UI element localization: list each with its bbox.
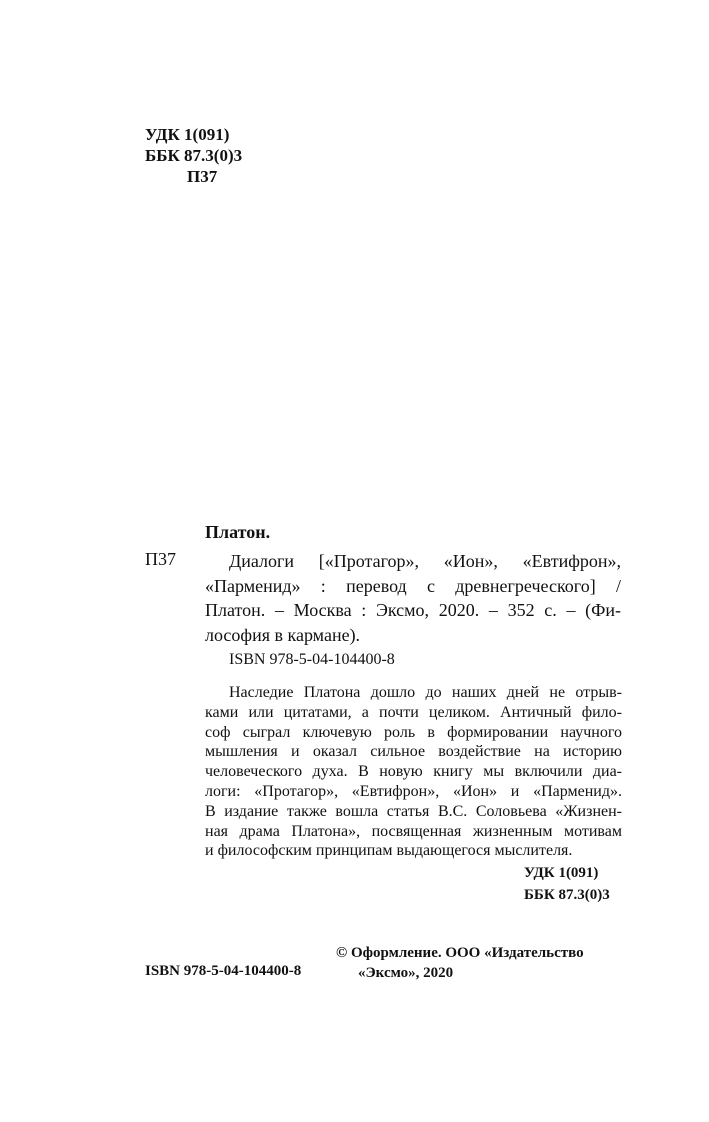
record-isbn: ISBN 978-5-04-104400-8 bbox=[229, 651, 395, 668]
bbk-code: ББК 87.3(0)3 bbox=[145, 146, 243, 165]
description-line: Диалоги [«Протагор», «Ион», «Евтифрон», bbox=[229, 551, 621, 571]
udk-code-bottom: УДК 1(091) bbox=[524, 865, 599, 881]
annotation-line: соф сыграл ключевую роль в формировании научного bbox=[205, 723, 622, 741]
annotation-line: ная драма Платона», посвященная жизненным мотивам bbox=[205, 822, 622, 840]
classification-top bbox=[145, 124, 242, 187]
annotation-line: Наследие Платона дошло до наших дней не отрыв- bbox=[229, 684, 622, 701]
udk-code: УДК 1(091) bbox=[145, 125, 230, 144]
footer-isbn: ISBN 978-5-04-104400-8 bbox=[145, 963, 302, 979]
copyright-line: «Эксмо», 2020 bbox=[358, 965, 454, 981]
annotation-line: В издание также вошла статья В.С. Соловьева «Жизнен- bbox=[205, 802, 622, 820]
record-author: Платон. bbox=[205, 522, 271, 542]
record-author-mark: П37 bbox=[145, 549, 176, 569]
classification-bottom bbox=[524, 862, 610, 906]
bbk-code-bottom: ББК 87.3(0)3 bbox=[524, 887, 610, 903]
copyright-line: © Оформление. ООО «Издательство bbox=[336, 945, 584, 961]
description-line: «Парменид» : перевод с древнегреческого] / bbox=[205, 575, 621, 596]
annotation-line: логи: «Протагор», «Евтифрон», «Ион» и «Парменид». bbox=[205, 782, 622, 800]
copyright-notice bbox=[336, 943, 584, 983]
annotation-line: ками или цитатами, а почти целиком. Античный фило- bbox=[205, 703, 622, 721]
author-mark: П37 bbox=[187, 167, 218, 186]
description-line: лософия в кармане). bbox=[205, 624, 361, 645]
annotation-line: мышления и оказал сильное воздействие на историю bbox=[205, 743, 622, 761]
annotation-line: человеческого духа. В новую книгу мы включили диа- bbox=[205, 763, 622, 781]
annotation-paragraph bbox=[205, 683, 622, 861]
annotation-line: и философским принципам выдающегося мыслителя. bbox=[205, 842, 573, 860]
description-line: Платон. – Москва : Эксмо, 2020. – 352 с. – (Фи- bbox=[205, 600, 621, 620]
bibliographic-description bbox=[205, 549, 621, 647]
